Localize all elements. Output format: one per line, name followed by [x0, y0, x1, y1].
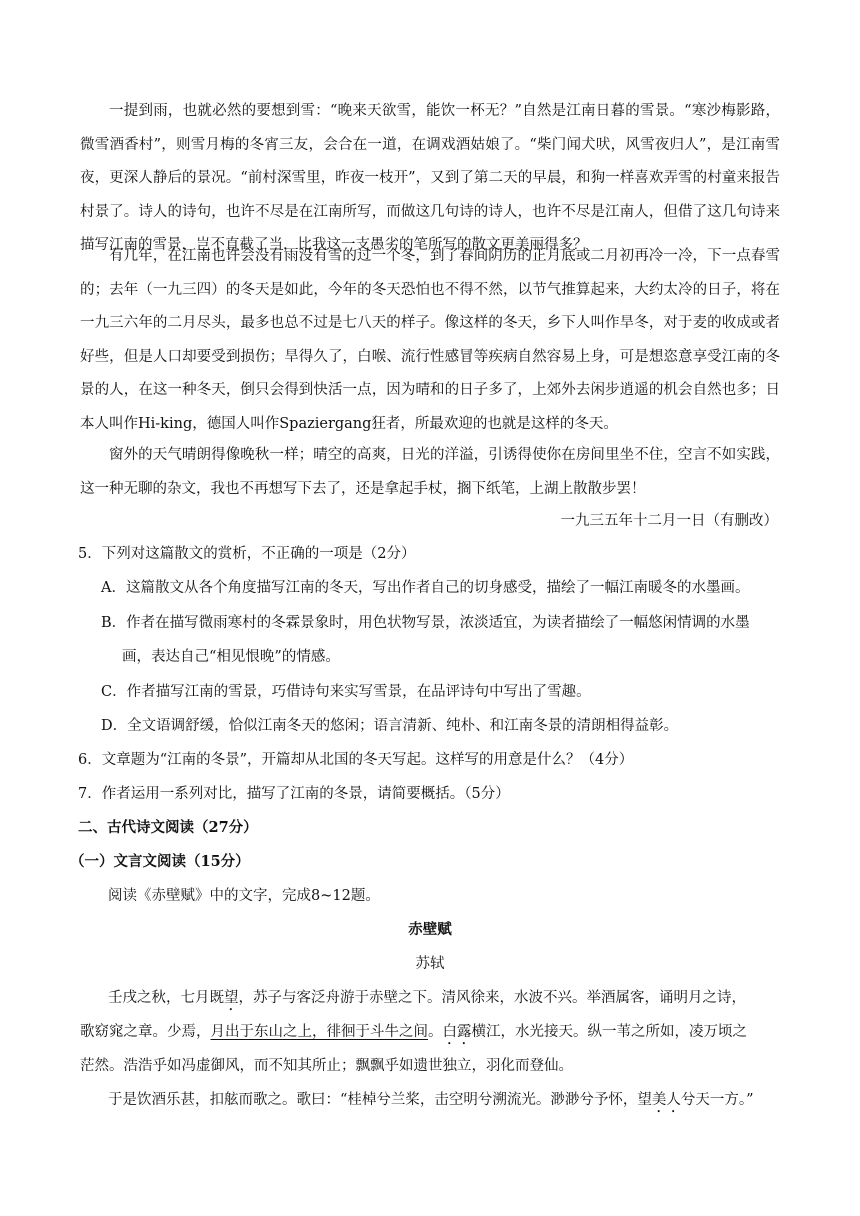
- question-5-option-a: A．这篇散文从各个角度描写江南的冬天，写出作者自己的切身感受，描绘了一幅江南暖冬的水墨画。: [101, 580, 750, 596]
- dotted-word: 白露: [442, 1024, 472, 1040]
- essay-paragraph-3: 窗外的天气晴朗得像晚秋一样；晴空的高爽，日光的洋溢，引诱得使你在房间里坐不住，空言不如实践，这一种无聊的杂文，我也不再想写下去了，还是拿起手杖，搁下纸笔，上湖上散散步罢！: [80, 447, 780, 497]
- classical-line-4: 于是饮酒乐甚，扣舷而歌之。歌曰：“桂棹兮兰桨，击空明兮溯流光。渺渺兮予怀，望美人兮天一方。”: [108, 1092, 754, 1108]
- section-heading: 二、古代诗文阅读（27分）: [78, 819, 258, 836]
- classical-line-2: 歌窈窕之章。少焉，月出于东山之上，徘徊于斗牛之间。白露横江，水光接天。纵一苇之所如，凌万顷之: [80, 1024, 747, 1040]
- question-5-option-d: D．全文语调舒缓，恰似江南冬天的悠闲；语言清新、纯朴、和江南冬景的清朗相得益彰。: [101, 718, 679, 734]
- dotted-word: 美人: [651, 1092, 681, 1108]
- classical-title: 赤壁赋: [408, 921, 452, 938]
- question-5-option-c: C．作者描写江南的雪景，巧借诗句来实写雪景，在品评诗句中写出了雪趣。: [101, 684, 591, 700]
- subsection-heading: （一）文言文阅读（15分）: [70, 853, 250, 870]
- question-7: 7．作者运用一系列对比，描写了江南的冬景，请简要概括。（5分）: [78, 786, 510, 802]
- question-5-option-b: B．作者在描写微雨寒村的冬霖景象时，用色状物写景，浓淡适宜，为读者描绘了一幅悠闲情调的水墨: [101, 615, 750, 631]
- essay-date: 一九三五年十二月一日（有删改）: [560, 513, 778, 529]
- dotted-word: 望: [224, 990, 239, 1006]
- question-6: 6．文章题为“江南的冬景”，开篇却从北国的冬天写起。这样写的用意是什么？（4分）: [78, 752, 634, 768]
- essay-paragraph-1: 一提到雨，也就必然的要想到雪：“晚来天欲雪，能饮一杯无？”自然是江南日暮的雪景。“寒沙梅影路，微雪酒香村”，则雪月梅的冬宵三友，会合在一道，在调戏酒姑娘了。“柴门闻犬吠，风雪夜归人”，是江南雪夜，更深人静后的景况。“前村深雪里，昨夜一枝开”，又到了第二天的早晨，和狗一样喜欢弄雪的村童来报告村景了。诗人的诗句，也许不尽是在江南所写，而做这几句诗的诗人，也许不尽是江南人，但借了这几句诗来描写江南的雪景，岂不直截了当，比我这一支愚劣的笔所写的散文更美丽得多？: [80, 103, 780, 253]
- classical-author: 苏轼: [415, 956, 445, 972]
- reading-instruction: 阅读《赤壁赋》中的文字，完成8~12题。: [108, 888, 380, 904]
- question-5-option-b-cont: 画，表达自己“相见恨晚”的情感。: [122, 649, 340, 665]
- classical-line-3: 茫然。浩浩乎如冯虚御风，而不知其所止；飘飘乎如遗世独立，羽化而登仙。: [80, 1058, 573, 1074]
- underlined-sentence: 月出于东山之上，徘徊于斗牛之间: [210, 1024, 428, 1040]
- question-5: 5．下列对这篇散文的赏析，不正确的一项是（2分）: [78, 546, 416, 562]
- classical-line-1: 壬戌之秋，七月既望，苏子与客泛舟游于赤壁之下。清风徐来，水波不兴。举酒属客，诵明月之诗，: [108, 990, 746, 1006]
- essay-paragraph-2: 有几年，在江南也许会没有雨没有雪的过一个冬，到了春间阴历的正月底或二月初再冷一冷，下一点春雪的；去年（一九三四）的冬天是如此，今年的冬天恐怕也不得不然，以节气推算起来，大约太冷的日子，将在一九三六年的二月尽头，最多也总不过是七八天的样子。像这样的冬天，乡下人叫作旱冬，对于麦的收成或者好些，但是人口却要受到损伤；旱得久了，白喉、流行性感冒等疾病自然容易上身，可是想恣意享受江南的冬景的人，在这一种冬天，倒只会得到快活一点，因为晴和的日子多了，上郊外去闲步逍遥的机会自然也多；日本人叫作Hi-king，德国人叫作Spaziergang狂者，所最欢迎的也就是这样的冬天。: [80, 248, 780, 432]
